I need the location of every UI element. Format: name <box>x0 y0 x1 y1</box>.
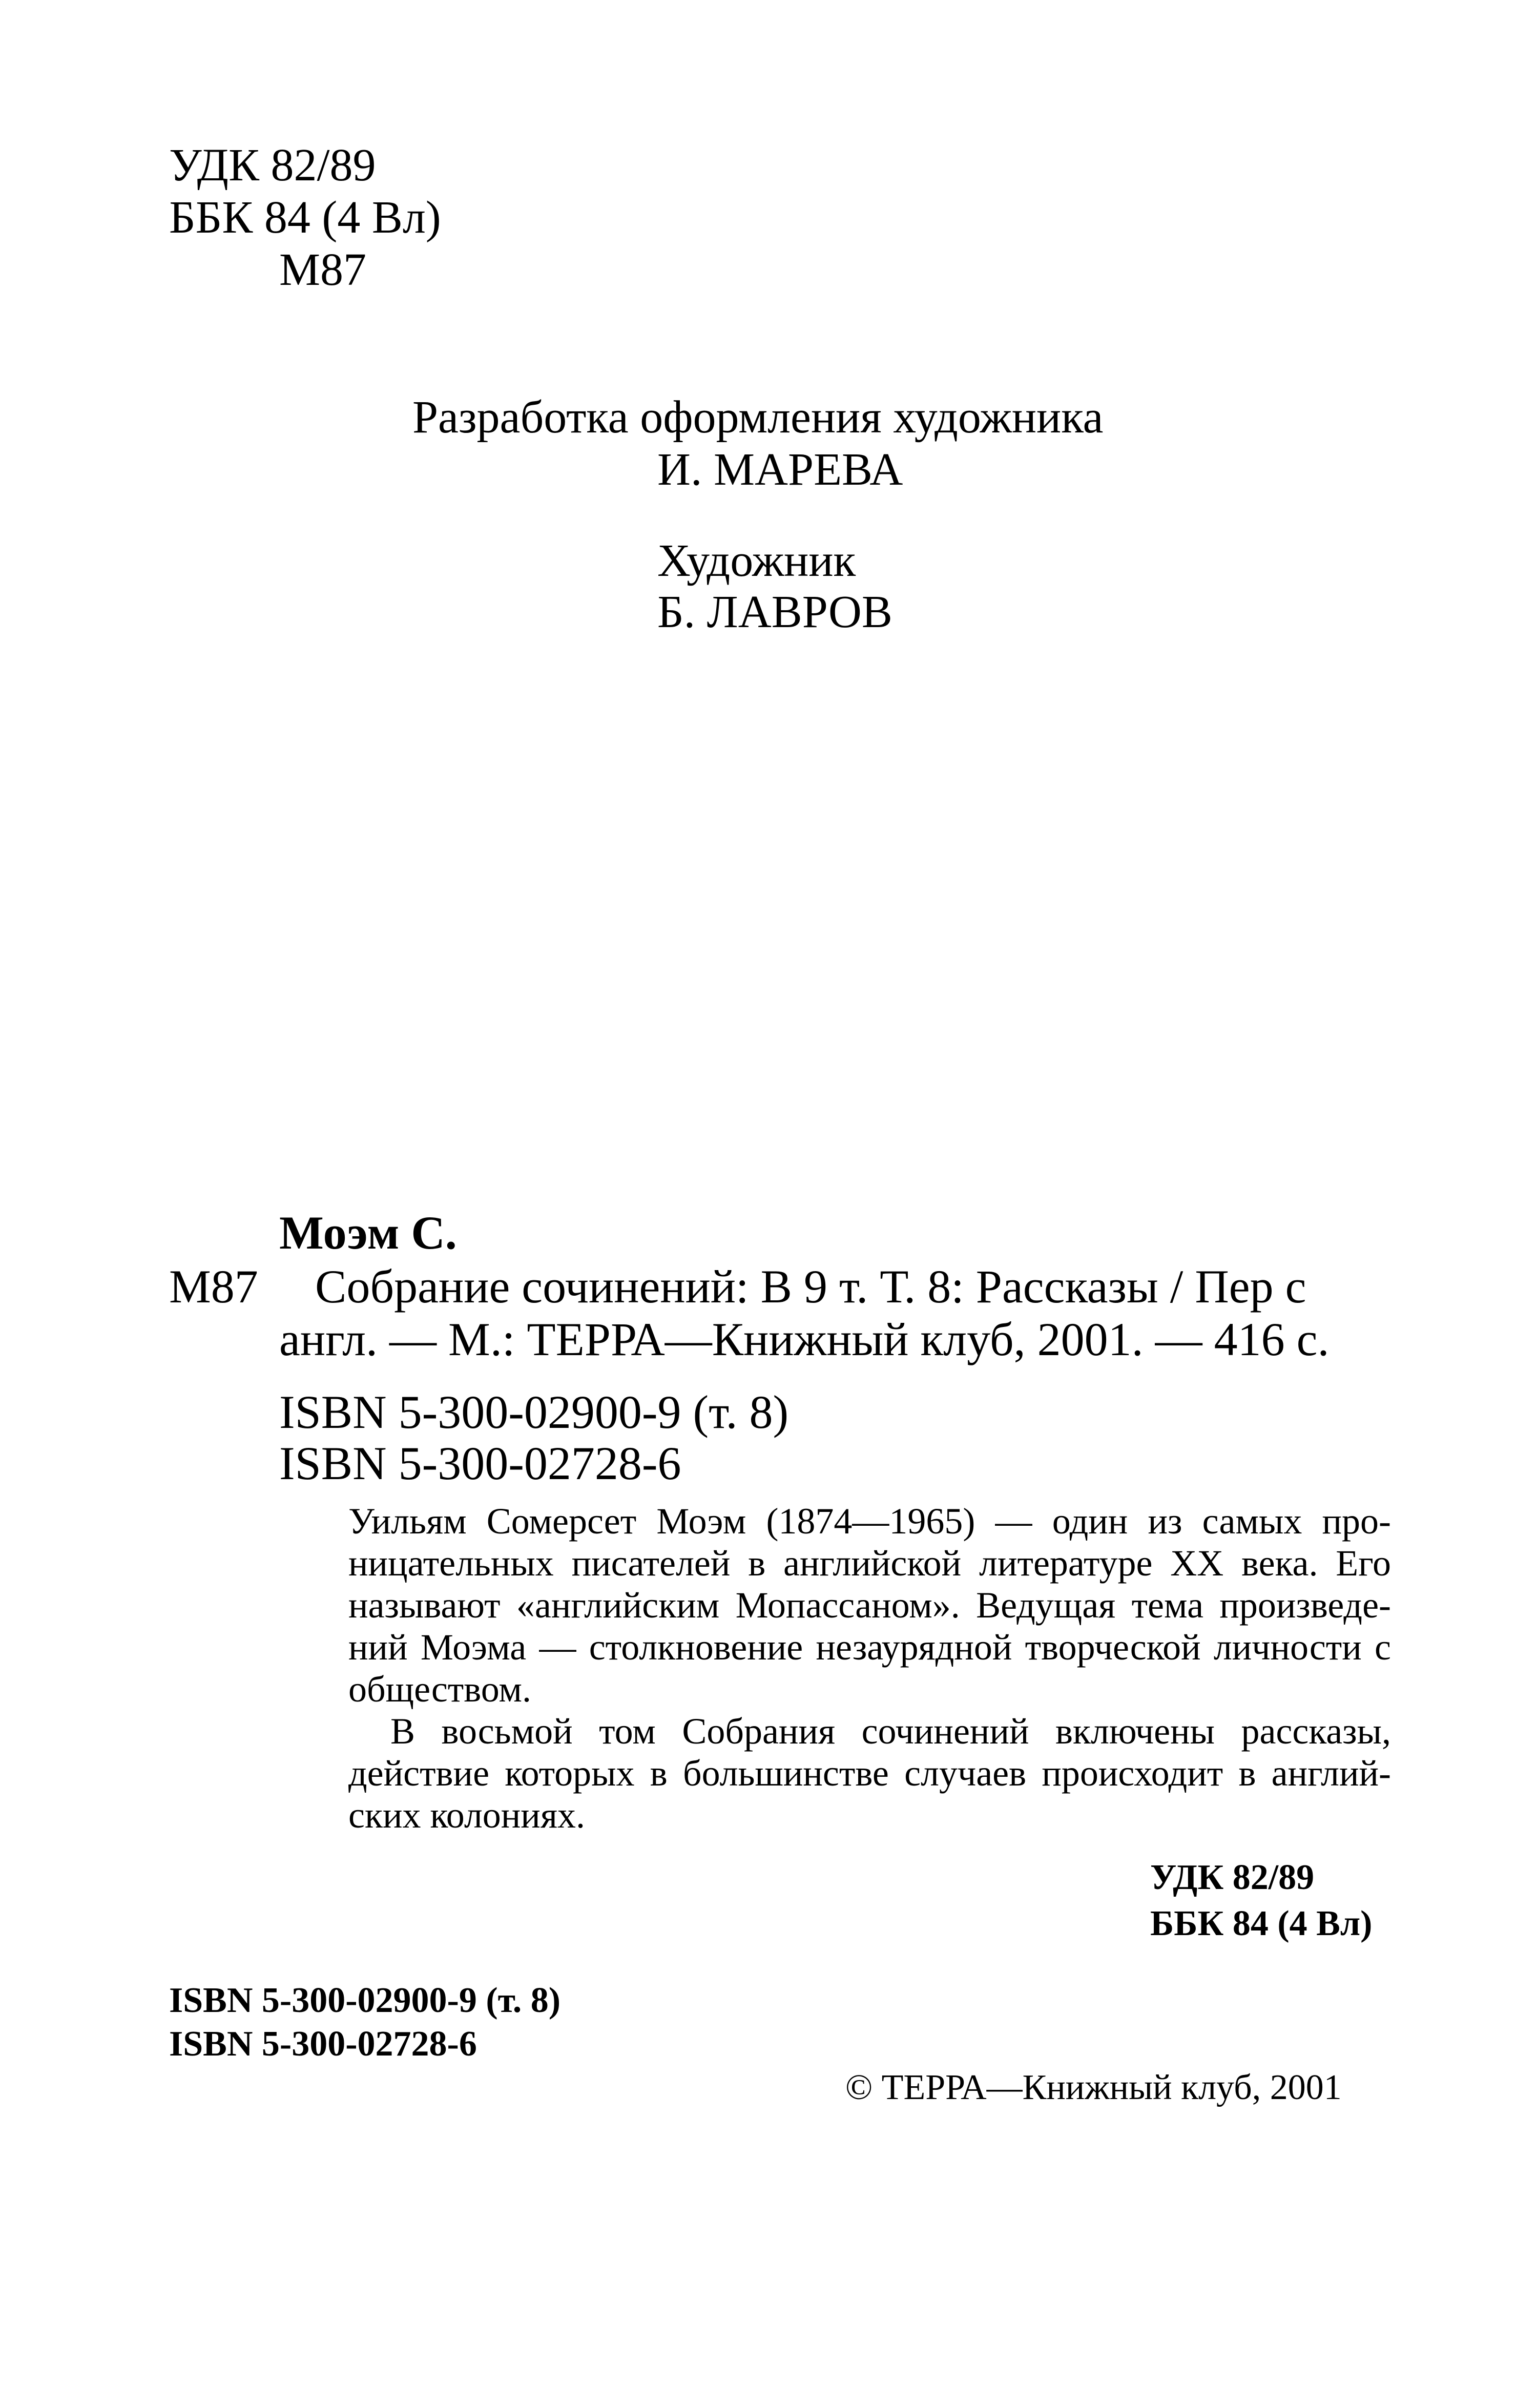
catalog-title-line-1: Собрание сочинений: В 9 т. Т. 8: Рассказы / Пер с <box>315 1260 1306 1313</box>
design-credit-label: Разработка оформления художника <box>412 392 1104 443</box>
annotation-p2-line: ских колониях. <box>348 1795 585 1836</box>
annotation-p1-line: ний Моэма — столкновение незаурядной творческой личности с <box>348 1627 1391 1668</box>
catalog-isbn-1: ISBN 5-300-02900-9 (т. 8) <box>279 1386 789 1438</box>
catalog-author-mark: М87 <box>169 1260 258 1313</box>
author-mark-top: М87 <box>279 244 367 295</box>
annotation-p1-line: Уильям Сомерсет Моэм (1874—1965) — один из самых про- <box>348 1501 1391 1542</box>
bbk-bottom: ББК 84 (4 Вл) <box>1150 1904 1373 1943</box>
isbn-bottom-2: ISBN 5-300-02728-6 <box>169 2024 477 2064</box>
catalog-title-line-2: англ. — М.: ТЕРРА—Книжный клуб, 2001. — 416 с. <box>279 1313 1330 1365</box>
udk-top: УДК 82/89 <box>169 140 376 191</box>
annotation-p1-line: обществом. <box>348 1669 531 1710</box>
annotation-p1-line: ницательных писателей в английской литературе XX века. Его <box>348 1543 1391 1584</box>
catalog-author: Моэм С. <box>279 1207 457 1259</box>
isbn-bottom-1: ISBN 5-300-02900-9 (т. 8) <box>169 1981 561 2020</box>
artist-credit-label: Художник <box>657 535 856 586</box>
artist-credit-name: Б. ЛАВРОВ <box>657 587 892 637</box>
annotation-p1-line: называют «английским Мопассаном». Ведущая тема произведе- <box>348 1585 1391 1626</box>
catalog-isbn-2: ISBN 5-300-02728-6 <box>279 1437 681 1489</box>
annotation <box>348 1500 1391 1836</box>
udk-bottom: УДК 82/89 <box>1150 1858 1315 1897</box>
bbk-top: ББК 84 (4 Вл) <box>169 192 441 243</box>
annotation-p2-line: действие которых в большинстве случаев происходит в англий- <box>348 1753 1391 1794</box>
design-credit-name: И. МАРЕВА <box>657 444 903 495</box>
copyright-line: © ТЕРРА—Книжный клуб, 2001 <box>845 2068 1342 2107</box>
annotation-p2-line: В восьмой том Собрания сочинений включены рассказы, <box>390 1711 1391 1752</box>
